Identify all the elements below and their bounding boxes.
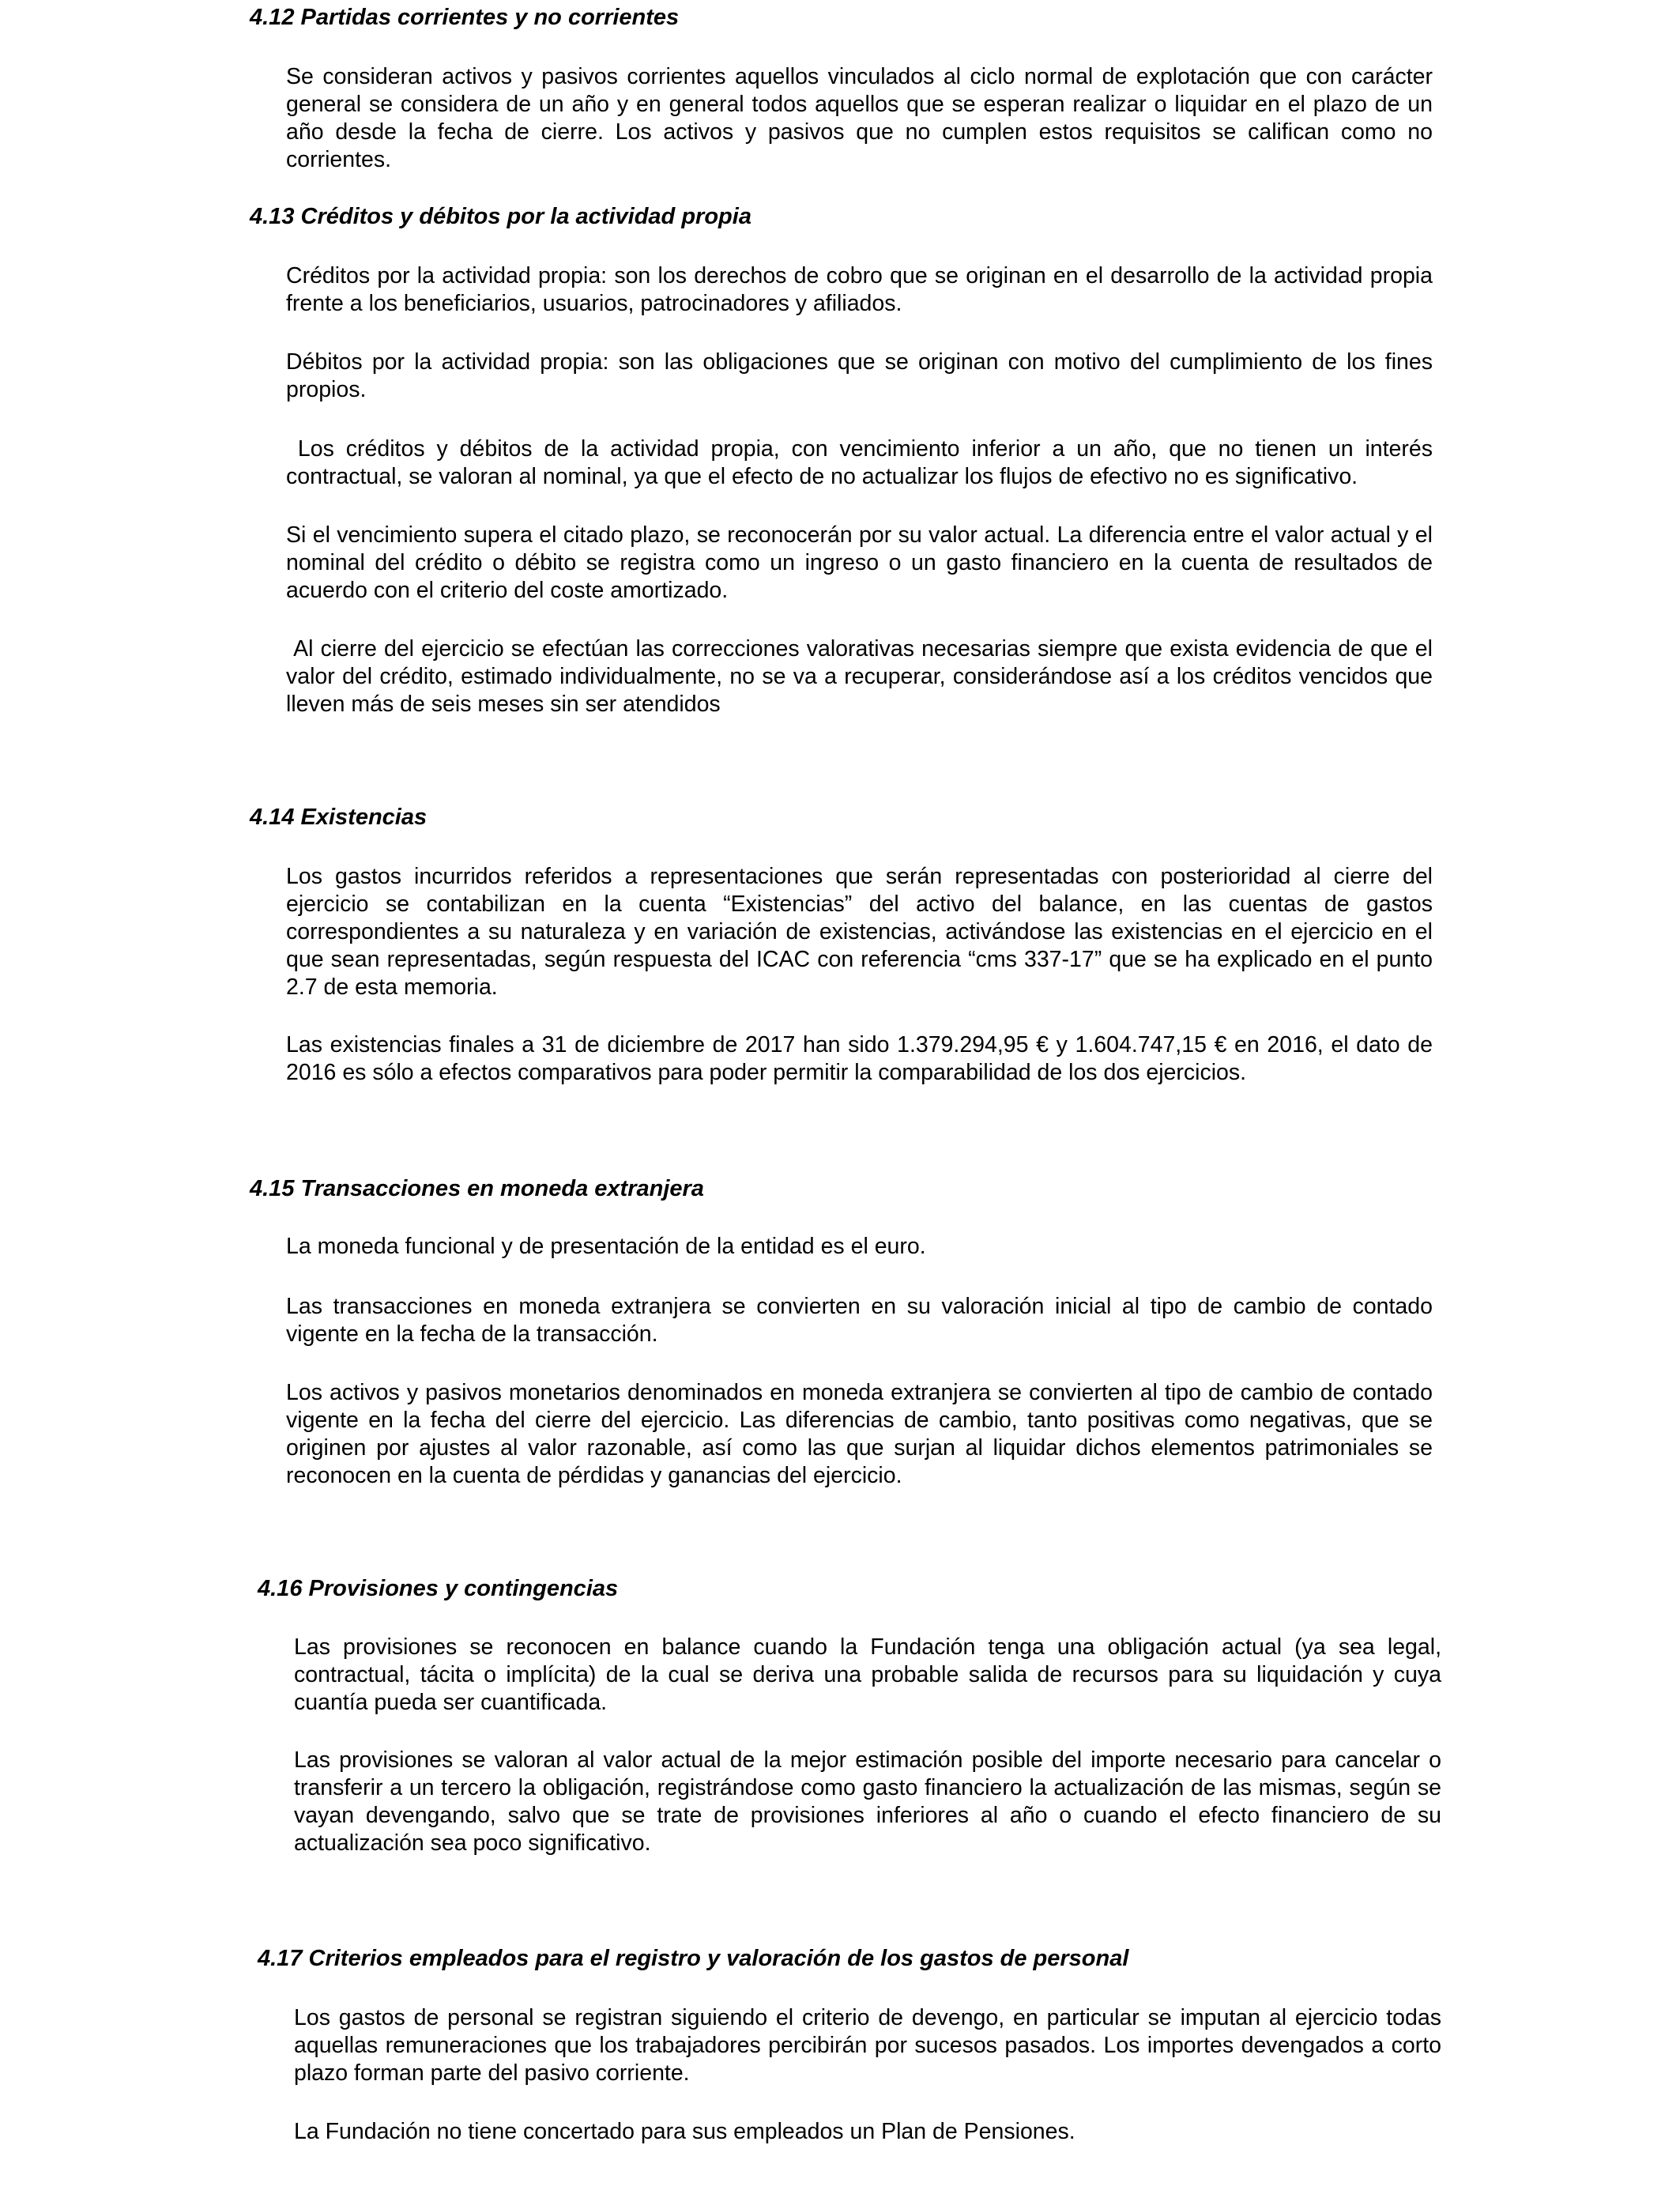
paragraph: Créditos por la actividad propia: son los derechos de cobro que se originan en el desarrollo de la actividad propia frente a los beneficiarios, usuarios, patrocinadores y afiliados. xyxy=(286,263,1433,316)
section-heading-4-16: 4.16 Provisiones y contingencias xyxy=(258,1576,619,1601)
section-heading-4-13: 4.13 Créditos y débitos por la actividad propia xyxy=(250,204,751,229)
paragraph: Los activos y pasivos monetarios denominados en moneda extranjera se convierten al tipo de cambio de contado vigente en la fecha del cierre del ejercicio. Las diferencias de cambio, tanto positivas como negativas, que se originen por ajustes al valor razonable, así como las que surjan al liquidar dichos elementos patrimoniales se reconocen en la cuenta de pérdidas y ganancias del ejercicio. xyxy=(286,1380,1433,1488)
paragraph: Débitos por la actividad propia: son las obligaciones que se originan con motivo del cumplimiento de los fines propios. xyxy=(286,349,1433,402)
paragraph: Al cierre del ejercicio se efectúan las correcciones valorativas necesarias siempre que exista evidencia de que el valor del crédito, estimado individualmente, no se va a recuperar, considerándose así a los créditos vencidos que lleven más de seis meses sin ser atendidos xyxy=(286,636,1439,717)
paragraph: La Fundación no tiene concertado para sus empleados un Plan de Pensiones. xyxy=(294,2119,1075,2144)
paragraph: Los gastos incurridos referidos a representaciones que serán representadas con posterioridad al cierre del ejercicio se contabilizan en la cuenta “Existencias” del activo del balance, en las cuentas de gastos correspondientes a su naturaleza y en variación de existencias, activándose las existencias en el ejercicio en el que sean representadas, según respuesta del ICAC con referencia “cms 337-17” que se ha explicado en el punto 2.7 de esta memoria. xyxy=(286,864,1433,1000)
section-heading-4-12: 4.12 Partidas corrientes y no corrientes xyxy=(250,5,680,30)
paragraph: Los gastos de personal se registran siguiendo el criterio de devengo, en particular se imputan al ejercicio todas aquellas remuneraciones que los trabajadores percibirán por sucesos pasados. Los importes devengados a corto plazo forman parte del pasivo corriente. xyxy=(294,2005,1441,2086)
paragraph: Los créditos y débitos de la actividad propia, con vencimiento inferior a un año, que no tienen un interés contractual, se valoran al nominal, ya que el efecto de no actualizar los flujos de efectivo no es significativo. xyxy=(286,436,1439,489)
paragraph: Las provisiones se valoran al valor actual de la mejor estimación posible del importe necesario para cancelar o transferir a un tercero la obligación, registrándose como gasto financiero la actualización de las mismas, según se vayan devengando, salvo que se trate de provisiones inferiores al año o cuando el efecto financiero de su actualización sea poco significativo. xyxy=(294,1747,1441,1856)
paragraph: Se consideran activos y pasivos corrientes aquellos vinculados al ciclo normal de explotación que con carácter general se considera de un año y en general todos aquellos que se esperan realizar o liquidar en el plazo de un año desde la fecha de cierre. Los activos y pasivos que no cumplen estos requisitos se califican como no corrientes. xyxy=(286,64,1433,172)
paragraph: Las transacciones en moneda extranjera se convierten en su valoración inicial al tipo de cambio de contado vigente en la fecha de la transacción. xyxy=(286,1294,1433,1347)
paragraph: Las existencias finales a 31 de diciembre de 2017 han sido 1.379.294,95 € y 1.604.747,15 € en 2016, el dato de 2016 es sólo a efectos comparativos para poder permitir la comparabilidad de los dos ejercicios. xyxy=(286,1032,1433,1085)
section-heading-4-14: 4.14 Existencias xyxy=(250,805,428,830)
section-heading-4-17: 4.17 Criterios empleados para el registro y valoración de los gastos de personal xyxy=(258,1946,1129,1971)
paragraph: Si el vencimiento supera el citado plazo, se reconocerán por su valor actual. La diferencia entre el valor actual y el nominal del crédito o débito se registra como un ingreso o un gasto financiero en la cuenta de resultados de acuerdo con el criterio del coste amortizado. xyxy=(286,522,1433,603)
paragraph: Las provisiones se reconocen en balance cuando la Fundación tenga una obligación actual (ya sea legal, contractual, tácita o implícita) de la cual se deriva una probable salida de recursos para su liquidación y cuya cuantía pueda ser cuantificada. xyxy=(294,1634,1441,1715)
section-heading-4-15: 4.15 Transacciones en moneda extranjera xyxy=(250,1176,704,1201)
paragraph: La moneda funcional y de presentación de la entidad es el euro. xyxy=(286,1234,926,1259)
